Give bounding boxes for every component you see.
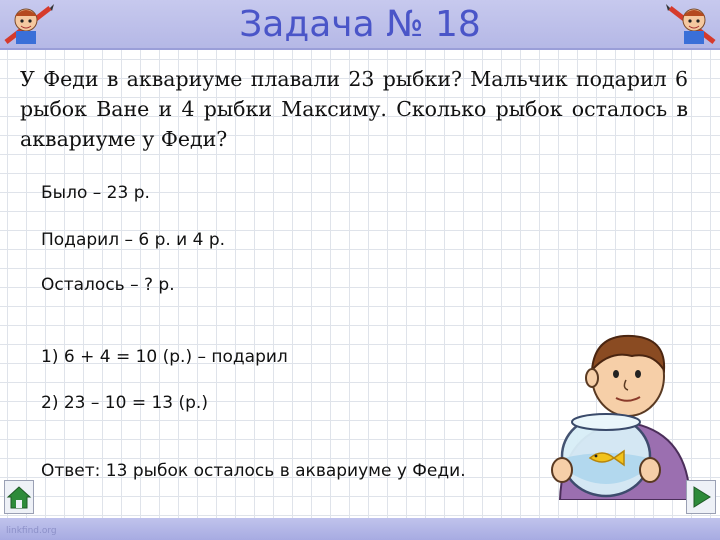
slide-footer <box>0 518 720 540</box>
answer-text: Ответ: 13 рыбок осталось в аквариуме у Феди. <box>41 461 466 481</box>
given-gave: Подарил – 6 р. и 4 р. <box>41 230 226 250</box>
solution-step-2: 2) 23 – 10 = 13 (р.) <box>41 393 208 413</box>
given-left: Осталось – ? р. <box>41 275 175 295</box>
next-arrow-icon <box>687 481 715 513</box>
schoolboy-pencil-icon <box>666 2 718 46</box>
boy-with-aquarium-illustration <box>540 330 710 500</box>
slide-title: Задача № 18 <box>239 4 481 45</box>
problem-text: У Феди в аквариуме плавали 23 рыбки? Мальчик подарил 6 рыбок Ване и 4 рыбки Максиму. Сколько рыбок осталось в аквариуме у Феди? <box>20 67 688 151</box>
given-was: Было – 23 р. <box>41 183 150 203</box>
slide-header <box>0 0 720 50</box>
next-slide-button[interactable] <box>686 480 716 514</box>
home-button[interactable] <box>4 480 34 514</box>
footer-text: linkfind.org <box>6 526 57 536</box>
home-icon <box>5 481 33 513</box>
solution-step-1: 1) 6 + 4 = 10 (р.) – подарил <box>41 347 288 367</box>
